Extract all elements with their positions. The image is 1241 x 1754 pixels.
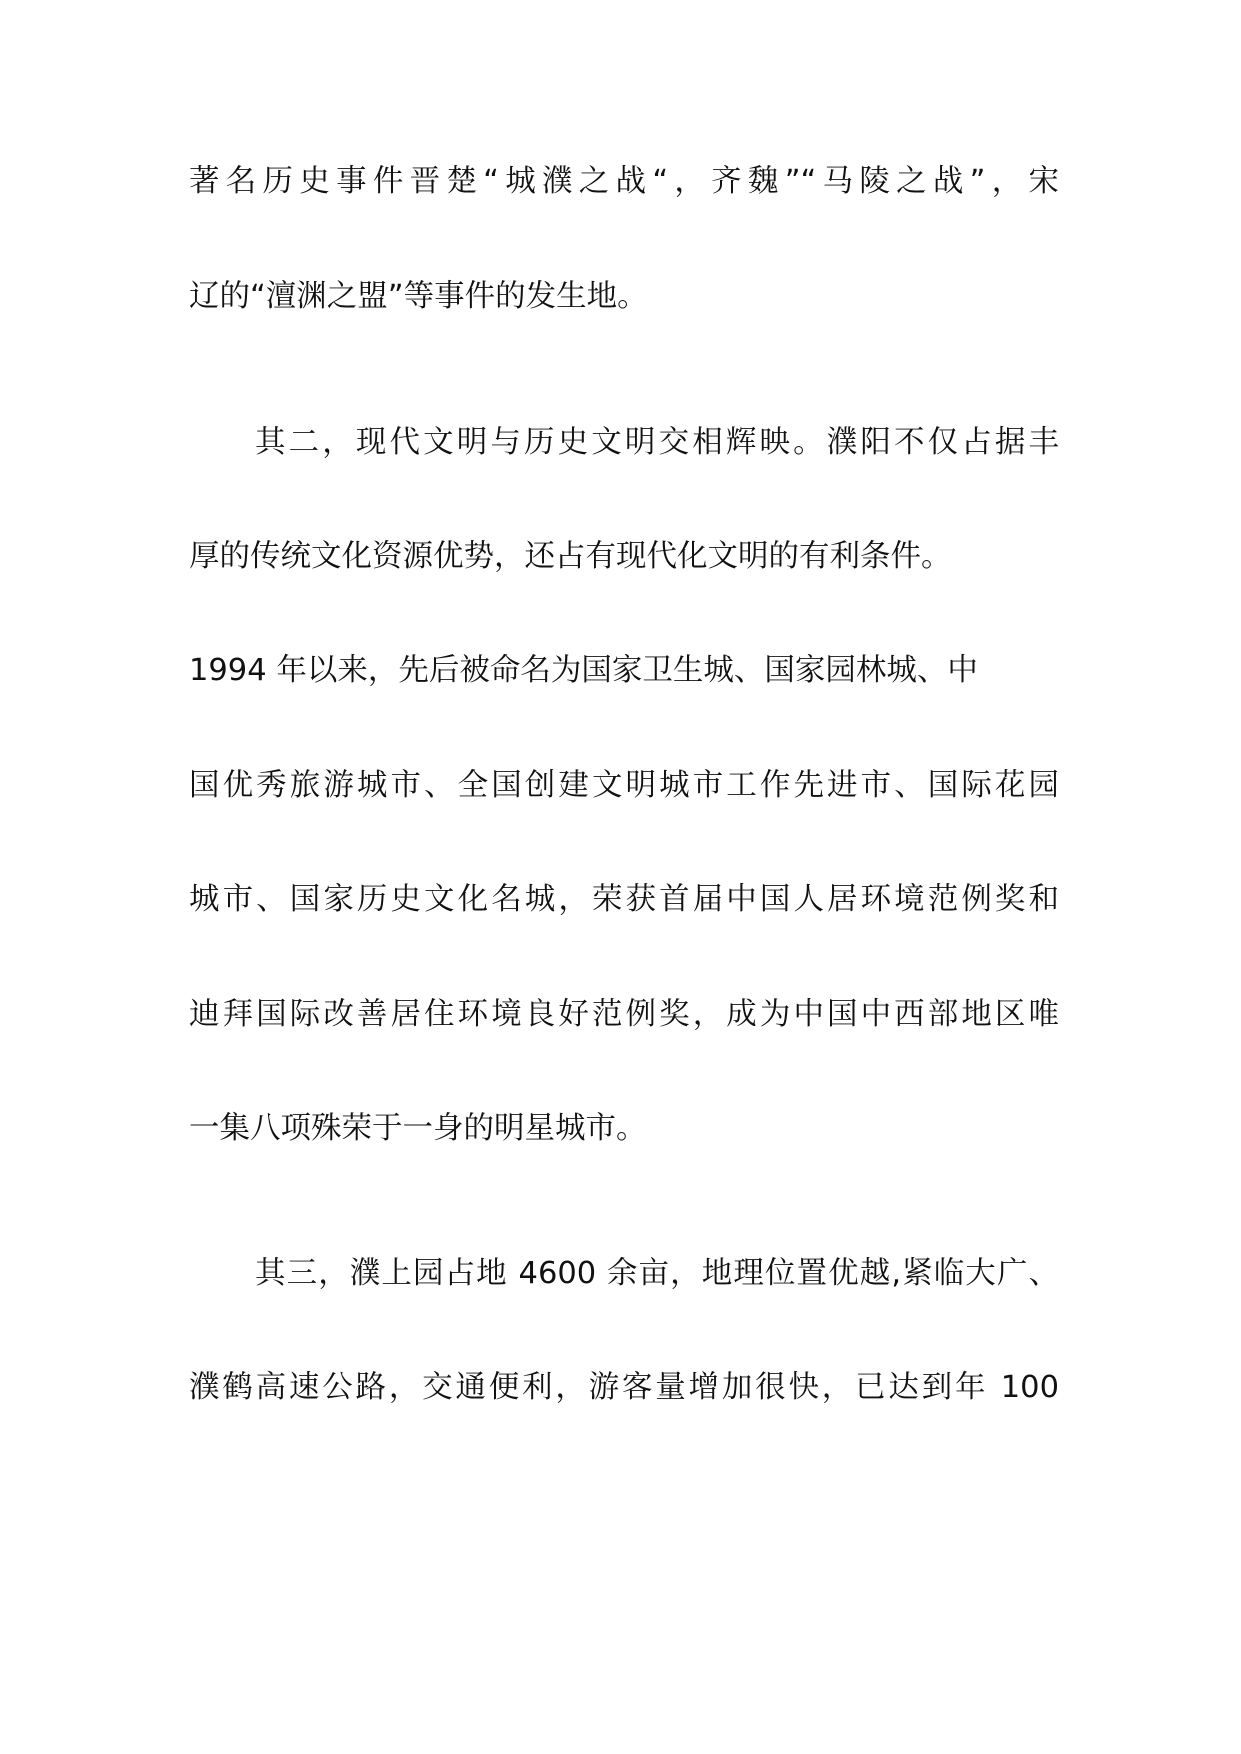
paragraph-2-line-3: 1994 年以来，先后被命名为国家卫生城、国家园林城、中 [189, 653, 978, 688]
paragraph-1-line-2: 辽的“澶渊之盟”等事件的发生地。 [189, 279, 648, 314]
paragraph-2-line-1: 其二，现代文明与历史文明交相辉映。濮阳不仅占据丰 [255, 425, 1059, 460]
paragraph-2-line-2: 厚的传统文化资源优势，还占有现代化文明的有利条件。 [189, 539, 952, 574]
paragraph-2-line-7: 一集八项殊荣于一身的明星城市。 [189, 1111, 647, 1146]
paragraph-2-line-4: 国优秀旅游城市、全国创建文明城市工作先进市、国际花园 [189, 768, 1059, 803]
paragraph-2-line-5: 城市、国家历史文化名城，荣获首届中国人居环境范例奖和 [189, 882, 1059, 917]
paragraph-1-line-1: 著名历史事件晋楚“城濮之战“，齐魏”“马陵之战”，宋 [189, 164, 1059, 199]
paragraph-2-line-6: 迪拜国际改善居住环境良好范例奖，成为中国中西部地区唯 [189, 997, 1059, 1032]
paragraph-3-line-1: 其三，濮上园占地 4600 余亩，地理位置优越,紧临大广、 [255, 1256, 1059, 1291]
paragraph-3-line-2: 濮鹤高速公路，交通便利，游客量增加很快，已达到年 100 [189, 1370, 1059, 1405]
